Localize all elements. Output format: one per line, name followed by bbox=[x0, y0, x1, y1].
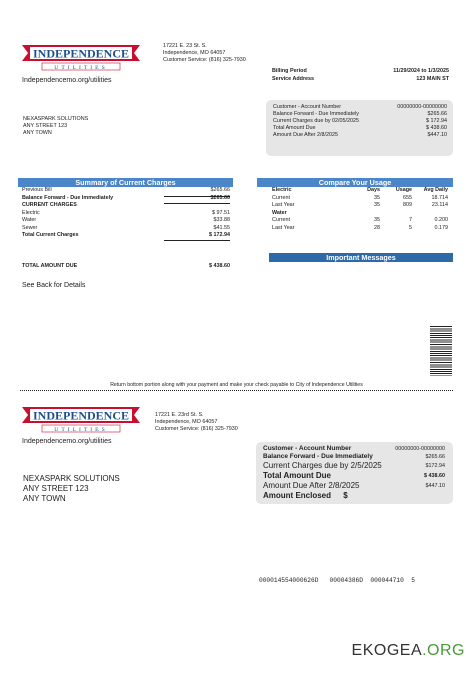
tear-line bbox=[20, 390, 453, 391]
stub-row: Customer - Account Number 00000000-00000000 bbox=[263, 445, 445, 452]
customer-address bbox=[23, 116, 88, 137]
website-link[interactable]: Independencemo.org/utilities bbox=[22, 77, 112, 84]
independence-logo-stub bbox=[22, 404, 140, 434]
account-row: Current Charges due by 02/05/2025 $ 172.94 bbox=[273, 118, 447, 124]
divider bbox=[164, 203, 230, 204]
return-instructions: Return bottom portion along with your payment and make your check payable to City of Independence Utilities bbox=[110, 382, 363, 388]
customer-street: ANY STREET 123 bbox=[23, 484, 89, 493]
amount-enclosed-field[interactable]: $ bbox=[343, 491, 348, 500]
summary-row: Balance Forward - Due Immediately $265.66 bbox=[22, 194, 230, 201]
summary-row: Previous Bill $265.66 bbox=[22, 187, 230, 193]
stub-utility-address bbox=[155, 412, 238, 433]
independence-logo bbox=[22, 42, 140, 72]
logo-word: INDEPENDENCE bbox=[32, 408, 130, 423]
important-messages-header: Important Messages bbox=[269, 253, 453, 262]
watermark: EKOGEA.ORG bbox=[351, 642, 465, 659]
customer-street: ANY STREET 123 bbox=[23, 123, 68, 129]
customer-town: ANY TOWN bbox=[23, 494, 66, 503]
service-address-label: Service Address bbox=[272, 76, 315, 82]
total-due-label: TOTAL AMOUNT DUE bbox=[22, 263, 78, 269]
customer-name: NEXASPARK SOLUTIONS bbox=[23, 474, 120, 483]
summary-section-label: CURRENT CHARGES bbox=[22, 202, 77, 208]
usage-row: Current 35 655 18.714 bbox=[272, 194, 448, 201]
usage-row: Last Year 28 5 0.179 bbox=[272, 224, 448, 231]
customer-name: NEXASPARK SOLUTIONS bbox=[23, 116, 89, 122]
address-line-2: Independence, MO 64057 bbox=[155, 419, 218, 425]
stub-row: Total Amount Due $ 438.60 bbox=[263, 471, 445, 480]
stub-account-box bbox=[256, 442, 453, 504]
summary-row: Total Current Charges $ 172.94 bbox=[22, 232, 230, 238]
amount-enclosed-row: Amount Enclosed $ bbox=[263, 491, 348, 500]
address-line-2: Independence, MO 64057 bbox=[163, 50, 226, 56]
address-line-1: 17221 E. 23rd St. S. bbox=[155, 412, 204, 418]
summary-header: Summary of Current Charges bbox=[18, 178, 233, 187]
divider bbox=[164, 196, 230, 197]
divider bbox=[164, 240, 230, 241]
total-due-value: $ 438.60 bbox=[209, 263, 230, 269]
logo-word: INDEPENDENCE bbox=[32, 46, 130, 61]
account-row: Total Amount Due $ 438.60 bbox=[273, 125, 447, 131]
usage-table bbox=[272, 187, 448, 232]
account-summary-box bbox=[266, 100, 453, 156]
usage-row: Current 35 7 0.200 bbox=[272, 217, 448, 223]
account-row: Balance Forward - Due Immediately $265.66 bbox=[273, 111, 447, 117]
stub-customer-address bbox=[23, 474, 120, 504]
compare-usage-header: Compare Your Usage bbox=[257, 178, 453, 187]
utility-address bbox=[163, 43, 246, 64]
summary-row: Sewer $41.55 bbox=[22, 224, 230, 231]
usage-header-row: Electric Days Usage Avg Daily bbox=[272, 187, 448, 193]
summary-row: Water $33.88 bbox=[22, 217, 230, 223]
usage-section-label: Water bbox=[272, 209, 287, 216]
scanline: 000014554000626D 00004386D 000044710 5 bbox=[259, 577, 415, 584]
billing-period-value: 11/29/2024 to 1/3/2025 bbox=[393, 68, 449, 74]
customer-service-phone: Customer Service: (816) 325-7930 bbox=[163, 57, 246, 63]
account-row: Customer - Account Number 00000000-00000000 bbox=[273, 104, 447, 110]
stub-row: Current Charges due by 2/5/2025 $172.94 bbox=[263, 461, 445, 470]
stub-row: Balance Forward - Due Immediately $265.66 bbox=[263, 453, 445, 460]
usage-row: Last Year 35 809 23.114 bbox=[272, 202, 448, 208]
stub-row: Amount Due After 2/8/2025 $447.10 bbox=[263, 481, 445, 490]
customer-town: ANY TOWN bbox=[23, 130, 52, 136]
summary-row: Electric $ 97.51 bbox=[22, 209, 230, 216]
account-row: Amount Due After 2/8/2025 $447.10 bbox=[273, 132, 447, 138]
billing-period-label: Billing Period bbox=[272, 68, 307, 74]
see-back-note: See Back for Details bbox=[22, 282, 86, 289]
customer-service-phone: Customer Service: (816) 325-7930 bbox=[155, 426, 238, 432]
address-line-1: 17221 E. 23 St. S. bbox=[163, 43, 207, 49]
barcode-image bbox=[430, 326, 452, 376]
logo-sub: UTILITIES bbox=[54, 426, 108, 433]
service-address-value: 123 MAIN ST bbox=[416, 76, 449, 82]
logo-sub: UTILITIES bbox=[54, 64, 108, 71]
stub-website-link[interactable]: Independencemo.org/utilities bbox=[22, 438, 112, 445]
